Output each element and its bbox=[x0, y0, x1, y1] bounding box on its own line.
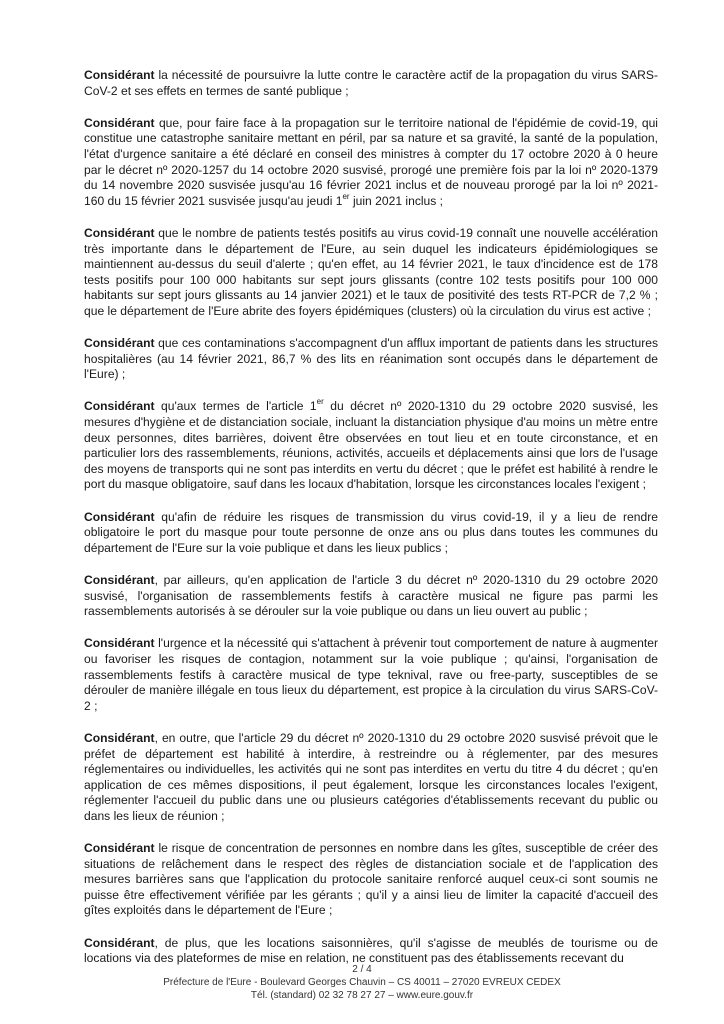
ordinal-suffix: er bbox=[342, 191, 350, 201]
paragraph-text: la nécessité de poursuivre la lutte contre le caractère actif de la propagation du virus SARS-CoV-2 et ses effets en termes de santé publique ; bbox=[84, 68, 658, 98]
paragraph-text: , de plus, que les locations saisonnières, qu'il s'agisse de meublés de tourisme ou de locations via des plateformes de mise en relation, ne constituent pas des établissements recevant du bbox=[84, 935, 658, 966]
paragraph-keyword: Considérant bbox=[84, 935, 155, 950]
footer-contact: Tél. (standard) 02 32 78 27 27 – www.eure.gouv.fr bbox=[250, 990, 474, 1001]
paragraph bbox=[84, 226, 658, 320]
paragraph-text: que ces contaminations s'accompagnent d'un afflux important de patients dans les structures hospitalières (au 14 février 2021, 86,7 % des lits en réanimation sont occupés dans le département de l'Eure) ; bbox=[84, 336, 658, 382]
paragraph-keyword: Considérant bbox=[84, 509, 155, 524]
paragraph bbox=[84, 841, 658, 919]
paragraph-keyword: Considérant bbox=[84, 68, 155, 82]
paragraph bbox=[84, 336, 658, 383]
paragraph-keyword: Considérant bbox=[84, 115, 155, 130]
paragraph-text: que, pour faire face à la propagation sur le territoire national de l'épidémie de covid-19, qui constitue une catastrophe sanitaire mettant en péril, par sa nature et sa gravité, la santé de la population, l'état d'urgence sanitaire a été déclaré en conseil des ministres à compter du 17 octobre 2020 à 0 heure par le décret nº 2020-1257 du 14 octobre 2020 susvisé, prorogé une première fois par la loi nº 2020-1379 du 14 novembre 2020 susvisée jusqu'au 16 février 2021 inclus et de nouveau prorogé par la loi nº 2021-160 du 15 février 2021 susvisée jusqu'au jeudi 1 bbox=[84, 115, 658, 208]
ordinal-suffix: er bbox=[316, 397, 324, 407]
paragraph-keyword: Considérant bbox=[84, 841, 155, 856]
paragraph-text: le risque de concentration de personnes en nombre dans les gîtes, susceptible de créer des situations de relâchement dans le respect des règles de distanciation sociale et de l'application des mesures barrières sans que l'application du protocole sanitaire renforcé auquel ceux-ci sont soumis ne puisse être effectivement vérifiée par les gérants ; qu'il y a ainsi lieu de limiter la capacité d'accueil des gîtes exploités dans le département de l'Eure ; bbox=[84, 841, 658, 918]
paragraph bbox=[84, 731, 658, 825]
paragraph-text: qu'afin de réduire les risques de transmission du virus covid-19, il y a lieu de rendre obligatoire le port du masque pour toute personne de onze ans ou plus dans toutes les communes du département de l'Eure sur la voie publique et dans les lieux publics ; bbox=[84, 509, 658, 555]
paragraph bbox=[84, 399, 658, 493]
paragraph-keyword: Considérant bbox=[84, 399, 155, 414]
paragraph bbox=[84, 116, 658, 210]
paragraph-keyword: Considérant bbox=[84, 636, 155, 651]
footer-address: Préfecture de l'Eure - Boulevard Georges Chauvin – CS 40011 – 27020 EVREUX CEDEX bbox=[163, 977, 561, 988]
paragraph bbox=[84, 573, 658, 620]
paragraph-keyword: Considérant bbox=[84, 336, 155, 351]
page-footer bbox=[0, 963, 724, 1002]
paragraph bbox=[84, 510, 658, 557]
paragraph-keyword: Considérant bbox=[84, 225, 155, 240]
paragraph bbox=[84, 68, 658, 99]
paragraph bbox=[84, 636, 658, 714]
paragraph-text: l'urgence et la nécessité qui s'attachent à prévenir tout comportement de nature à augmenter ou favoriser les risques de contagion, notamment sur la voie publique ; qu'ainsi, l'organisation de rassemblements festifs à caractère musical de type teknival, rave ou free-party, susceptibles de se dérouler de manière illégale en tous lieux du département, est propice à la circulation du virus SARS-CoV-2 ; bbox=[84, 636, 658, 713]
page-number: 2 / 4 bbox=[352, 964, 372, 975]
document-body bbox=[84, 68, 658, 983]
paragraph-keyword: Considérant bbox=[84, 730, 155, 745]
paragraph-text: , par ailleurs, qu'en application de l'article 3 du décret nº 2020-1310 du 29 octobre 2020 susvisé, l'organisation de rassemblements festifs à caractère musical ne figure pas parmi les rassemblements autorisés à se dérouler sur la voie publique ou dans un lieu ouvert au public ; bbox=[84, 573, 658, 619]
paragraph-text: qu'aux termes de l'article 1 bbox=[154, 399, 317, 414]
paragraph-keyword: Considérant bbox=[84, 573, 155, 587]
paragraph-text-tail: juin 2021 inclus ; bbox=[349, 193, 444, 208]
paragraph-text-tail: du décret nº 2020-1310 du 29 octobre 2020 susvisé, les mesures d'hygiène et de distanciation sociale, incluant la distanciation physique d'au moins un mètre entre deux personnes, dites barrières, doivent être observées en tout lieu et en toute circonstance, et en particulier lors des rassemblements, réunions, activités, accueils et déplacements ainsi que lors de l'usage des moyens de transports qui ne sont pas interdits en vertu du décret ; que le préfet est habilité à rendre le port du masque obligatoire, sauf dans les locaux d'habitation, lorsque les circonstances locales l'exigent ; bbox=[84, 399, 658, 492]
paragraph-text: , en outre, que l'article 29 du décret nº 2020-1310 du 29 octobre 2020 susvisé prévoit que le préfet de département est habilité à interdire, à restreindre ou à réglementer, par des mesures réglementaires ou individuelles, les activités qui ne sont pas interdites en vertu du titre 4 du décret ; qu'en application de ces mêmes dispositions, il peut également, lorsque les circonstances locales l'exigent, réglementer l'accueil du public dans une ou plusieurs catégories d'établissements recevant du public ou dans les lieux de réunion ; bbox=[84, 730, 658, 823]
paragraph-text: que le nombre de patients testés positifs au virus covid-19 connaît une nouvelle accélération très importante dans le département de l'Eure, au sein duquel les indicateurs épidémiologiques se maintiennent au-dessus du seuil d'alerte ; qu'en effet, au 14 février 2021, le taux d'incidence est de 178 tests positifs pour 100 000 habitants sur sept jours glissants (contre 102 tests positifs pour 100 000 habitants sur sept jours glissants au 14 janvier 2021) et le taux de positivité des tests RT-PCR de 7,2 % ; que le département de l'Eure abrite des foyers épidémiques (clusters) où la circulation du virus est active ; bbox=[84, 225, 658, 318]
